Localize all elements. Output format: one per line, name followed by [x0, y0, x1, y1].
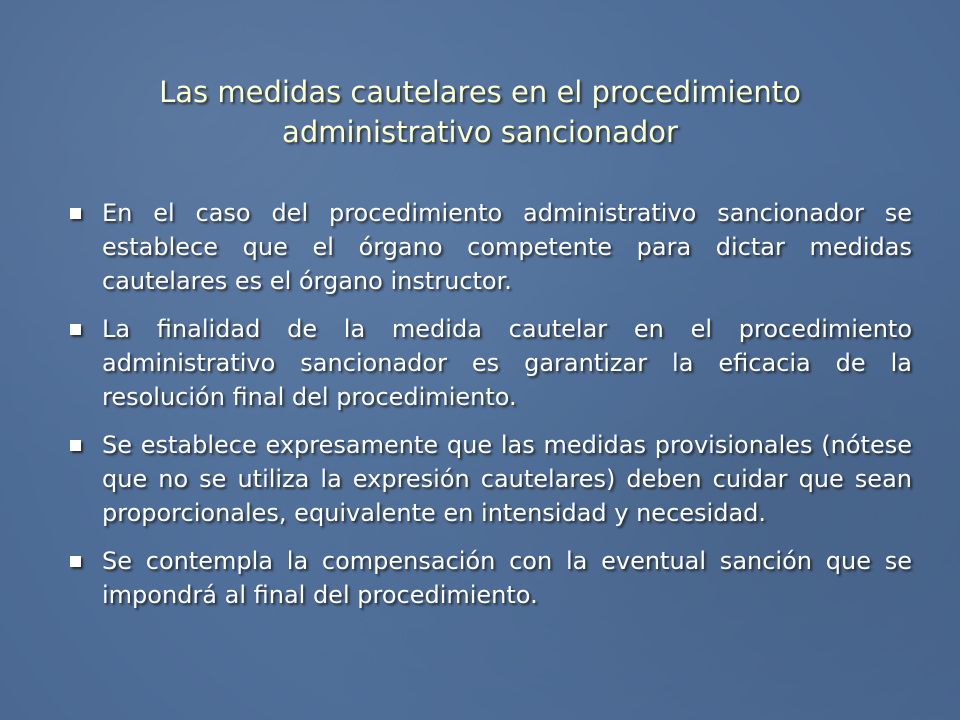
bullet-item [66, 428, 912, 530]
bullet-text: Se establece expresamente que las medidas provisionales (nótese que no se utiliza la expresión cautelares) deben cuidar que sean proporcionales, equivalente en intensidad y necesidad. [102, 431, 912, 527]
slide-title: Las medidas cautelares en el procedimiento administrativo sancionador [159, 75, 801, 149]
bullet-list [66, 196, 912, 626]
bullet-text: Se contempla la compensación con la eventual sanción que se impondrá al final del procedimiento. [102, 547, 912, 609]
bullet-item [66, 544, 912, 612]
bullet-item [66, 196, 912, 298]
bullet-item [66, 312, 912, 414]
square-bullet-icon [70, 324, 81, 335]
square-bullet-icon [70, 556, 81, 567]
bullet-text: En el caso del procedimiento administrativo sancionador se establece que el órgano competente para dictar medidas cautelares es el órgano instructor. [102, 199, 912, 295]
bullet-text: La finalidad de la medida cautelar en el procedimiento administrativo sancionador es garantizar la eficacia de la resolución final del procedimiento. [102, 315, 912, 411]
square-bullet-icon [70, 208, 81, 219]
square-bullet-icon [70, 440, 81, 451]
